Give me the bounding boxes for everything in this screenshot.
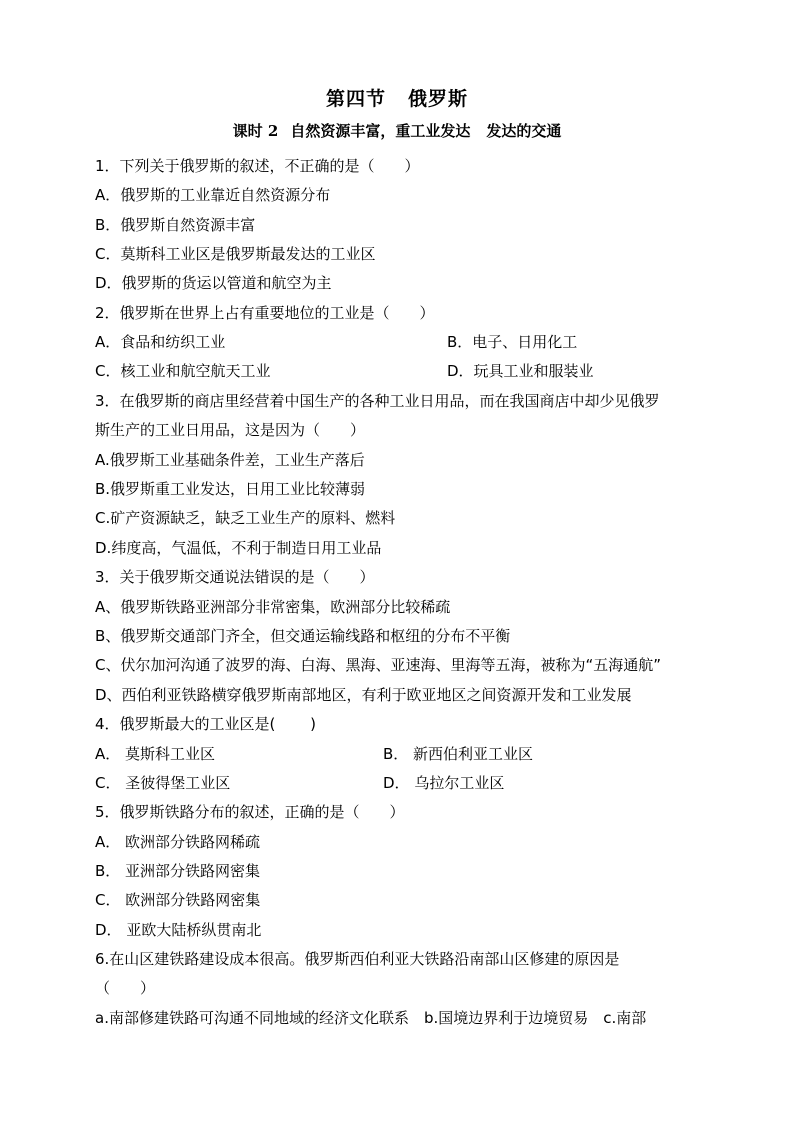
question-1-option-b: B．俄罗斯自然资源丰富 — [95, 216, 256, 234]
question-2-option-a: A．食品和纺织工业 — [95, 333, 226, 351]
question-2-option-c: C．核工业和航空航天工业 — [95, 362, 271, 380]
question-5-stem: 5．俄罗斯铁路分布的叙述，正确的是（ ） — [95, 803, 405, 821]
question-3b-stem: 3．关于俄罗斯交通说法错误的是（ ） — [95, 568, 375, 586]
question-2-option-b: B．电子、日用化工 — [447, 333, 578, 351]
question-6-stem-line-2: （ ） — [95, 979, 156, 997]
section-topic: 俄罗斯 — [408, 88, 469, 110]
question-2-option-d: D．玩具工业和服装业 — [447, 362, 594, 380]
question-6-stem-line-1: 6.在山区建铁路建设成本很高。俄罗斯西伯利亚大铁路沿南部山区修建的原因是 — [95, 950, 620, 968]
question-4-option-c: C． 圣彼得堡工业区 — [95, 774, 231, 792]
question-1-stem: 1．下列关于俄罗斯的叙述，不正确的是（ ） — [95, 157, 420, 175]
question-3b-option-d: D、西伯利亚铁路横穿俄罗斯南部地区，有利于欧亚地区之间资源开发和工业发展 — [95, 686, 632, 704]
question-6-options: a.南部修建铁路可沟通不同地域的经济文化联系 b.国境边界利于边境贸易 c.南部 — [95, 1009, 647, 1027]
question-4-option-b: B． 新西伯利亚工业区 — [383, 745, 534, 763]
question-3b-option-a: A、俄罗斯铁路亚洲部分非常密集，欧洲部分比较稀疏 — [95, 598, 451, 616]
lesson-subtitle — [0, 120, 794, 141]
lesson-topic-1: 自然资源丰富，重工业发达 — [290, 122, 471, 140]
question-3b-option-c: C、伏尔加河沟通了波罗的海、白海、黑海、亚速海、里海等五海，被称为“五海通航” — [95, 656, 662, 674]
question-5-option-c: C． 欧洲部分铁路网密集 — [95, 891, 261, 909]
question-3-option-b: B.俄罗斯重工业发达，日用工业比较薄弱 — [95, 480, 366, 498]
question-4-option-d: D． 乌拉尔工业区 — [383, 774, 505, 792]
question-3-option-c: C.矿产资源缺乏，缺乏工业生产的原料、燃料 — [95, 509, 396, 527]
section-number: 第四节 — [325, 88, 386, 110]
question-3-stem-line-2: 斯生产的工业日用品，这是因为（ ） — [95, 421, 366, 439]
question-5-option-a: A． 欧洲部分铁路网稀疏 — [95, 833, 261, 851]
question-3b-option-b: B、俄罗斯交通部门齐全，但交通运输线路和枢纽的分布不平衡 — [95, 627, 511, 645]
question-4-stem: 4．俄罗斯最大的工业区是( ) — [95, 715, 317, 733]
question-1-option-a: A．俄罗斯的工业靠近自然资源分布 — [95, 186, 331, 204]
question-4-option-a: A． 莫斯科工业区 — [95, 745, 216, 763]
section-title — [0, 84, 794, 111]
question-3-option-a: A.俄罗斯工业基础条件差，工业生产落后 — [95, 451, 365, 469]
question-5-option-b: B． 亚洲部分铁路网密集 — [95, 862, 261, 880]
question-5-option-d: D． 亚欧大陆桥纵贯南北 — [95, 921, 262, 939]
lesson-topic-2: 发达的交通 — [486, 122, 562, 140]
lesson-number: 课时 2 — [232, 122, 279, 140]
question-1-option-d: D．俄罗斯的货运以管道和航空为主 — [95, 274, 332, 292]
question-2-stem: 2．俄罗斯在世界上占有重要地位的工业是（ ） — [95, 304, 435, 322]
question-1-option-c: C．莫斯科工业区是俄罗斯最发达的工业区 — [95, 245, 376, 263]
question-3-stem-line-1: 3．在俄罗斯的商店里经营着中国生产的各种工业日用品，而在我国商店中却少见俄罗 — [95, 392, 660, 410]
question-3-option-d: D.纬度高，气温低，不利于制造日用工业品 — [95, 539, 382, 557]
